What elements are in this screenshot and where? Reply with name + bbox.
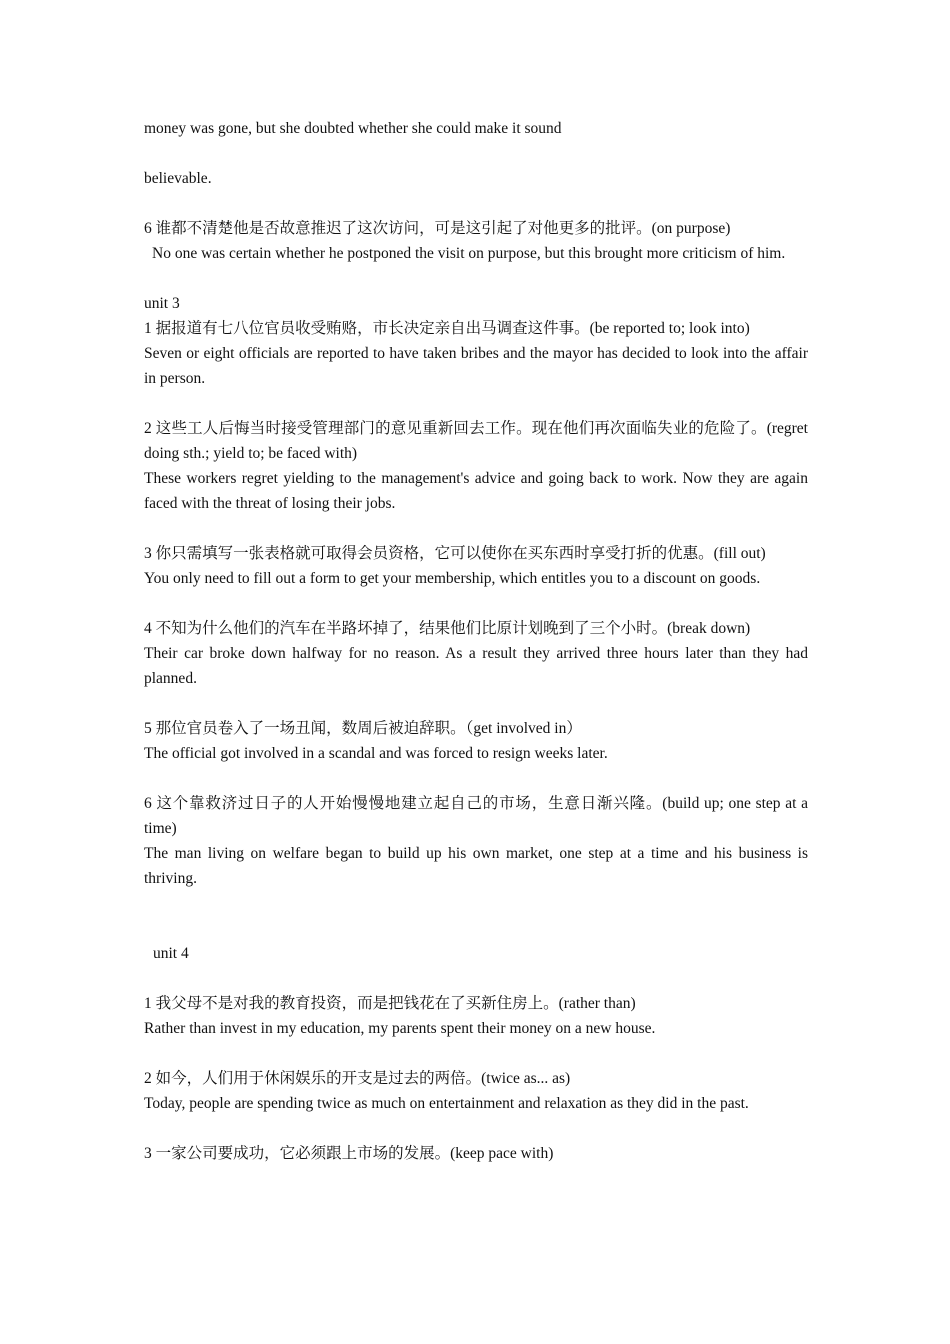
spacer bbox=[144, 916, 808, 941]
continuation-line-2: believable. bbox=[144, 170, 212, 187]
unit3-item6-english: The man living on welfare began to build up his own market, one step at a time and his business is thriving. bbox=[144, 845, 808, 887]
unit4-item2-english: Today, people are spending twice as much on entertainment and relaxation as they did in the past. bbox=[144, 1095, 749, 1112]
unit3-item4-english: Their car broke down halfway for no reason. As a result they arrived three hours later than they had planned. bbox=[144, 645, 808, 687]
spacer bbox=[144, 191, 808, 216]
spacer bbox=[144, 966, 808, 991]
unit3-item5-chinese: 5 那位官员卷入了一场丑闻，数周后被迫辞职。（get involved in） bbox=[144, 720, 582, 737]
unit2-item6-chinese: 6 谁都不清楚他是否故意推迟了这次访问，可是这引起了对他更多的批评。(on purpose) bbox=[144, 220, 731, 237]
unit3-item1-chinese: 1 据报道有七八位官员收受贿赂，市长决定亲自出马调查这件事。(be reported to; look into) bbox=[144, 320, 750, 337]
spacer bbox=[144, 591, 808, 616]
spacer bbox=[144, 391, 808, 416]
spacer bbox=[144, 516, 808, 541]
spacer bbox=[144, 691, 808, 716]
unit3-item2-english: These workers regret yielding to the management's advice and going back to work. Now they are again faced with the threat of losing their jobs. bbox=[144, 470, 808, 512]
unit3-item3-chinese: 3 你只需填写一张表格就可取得会员资格，它可以使你在买东西时享受打折的优惠。(fill out) bbox=[144, 545, 766, 562]
unit4-item1-chinese: 1 我父母不是对我的教育投资，而是把钱花在了买新住房上。(rather than) bbox=[144, 995, 636, 1012]
unit3-item1-english: Seven or eight officials are reported to have taken bribes and the mayor has decided to look into the affair in person. bbox=[144, 345, 808, 387]
unit3-item2-chinese: 2 这些工人后悔当时接受管理部门的意见重新回去工作。现在他们再次面临失业的危险了。(regret doing sth.; yield to; be faced with) bbox=[144, 420, 808, 462]
unit3-item5-english: The official got involved in a scandal and was forced to resign weeks later. bbox=[144, 745, 608, 762]
unit4-item1-english: Rather than invest in my education, my parents spent their money on a new house. bbox=[144, 1020, 656, 1037]
document-page bbox=[144, 116, 808, 1166]
spacer bbox=[144, 1041, 808, 1066]
unit3-item4-chinese: 4 不知为什么他们的汽车在半路坏掉了，结果他们比原计划晚到了三个小时。(break down) bbox=[144, 620, 751, 637]
unit4-item3-chinese: 3 一家公司要成功，它必须跟上市场的发展。(keep pace with) bbox=[144, 1145, 554, 1162]
spacer bbox=[144, 891, 808, 916]
spacer bbox=[144, 141, 808, 166]
unit4-heading: unit 4 bbox=[153, 945, 189, 962]
spacer bbox=[144, 266, 808, 291]
unit2-item6-english: No one was certain whether he postponed the visit on purpose, but this brought more criticism of him. bbox=[152, 245, 786, 262]
unit3-item3-english: You only need to fill out a form to get your membership, which entitles you to a discount on goods. bbox=[144, 570, 761, 587]
unit3-heading: unit 3 bbox=[144, 295, 180, 312]
continuation-line-1: money was gone, but she doubted whether she could make it sound bbox=[144, 120, 562, 137]
spacer bbox=[144, 766, 808, 791]
spacer bbox=[144, 1116, 808, 1141]
unit3-item6-chinese: 6 这个靠救济过日子的人开始慢慢地建立起自己的市场，生意日渐兴隆。(build up; one step at a time) bbox=[144, 795, 808, 837]
unit4-item2-chinese: 2 如今，人们用于休闲娱乐的开支是过去的两倍。(twice as... as) bbox=[144, 1070, 571, 1087]
